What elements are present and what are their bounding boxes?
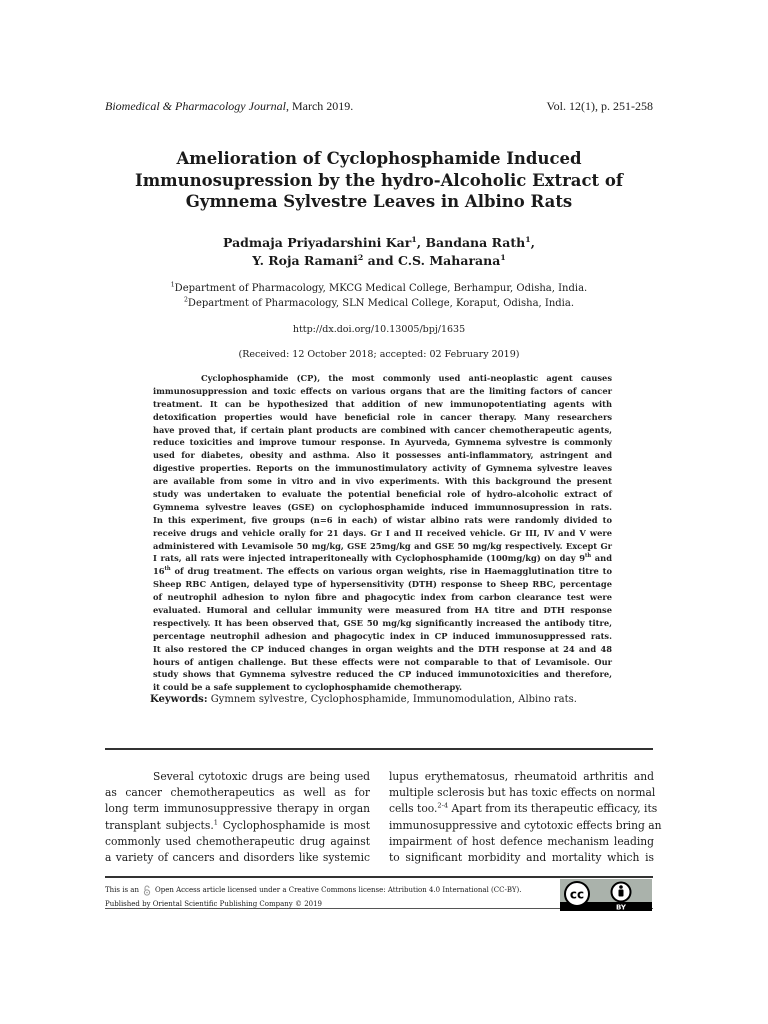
license-footer: [105, 883, 545, 911]
abstract-line: I rats, all rats were injected intraperitoneally with Cyclophosphamide (100mg/kg) on day 9th and: [153, 553, 612, 564]
journal-name: Biomedical & Pharmacology Journal: [105, 99, 286, 113]
body-text-line: to significant morbidity and mortality which is: [389, 850, 654, 864]
body-text-line: immunosuppressive and cytotoxic effects bring an: [389, 818, 662, 832]
license-text: Open Access article licensed under a Creative Commons license: Attribution 4.0 International (CC-BY).: [154, 886, 522, 894]
license-line: [105, 883, 545, 897]
affiliation-text: Department of Pharmacology, SLN Medical College, Koraput, Odisha, India.: [187, 298, 575, 309]
affiliation-marker: 1: [525, 234, 531, 244]
author-name: Y. Roja Ramani: [252, 253, 358, 268]
author-name: Padmaja Priyadarshini Kar: [223, 235, 412, 250]
affiliation-marker: 2: [357, 252, 364, 262]
abstract-line: 16th of drug treatment. The effects on various organ weights, rise in Haemagglutination titre to: [153, 566, 612, 577]
abstract-line: treatment. It can be hypothesized that addition of new immunopotentiating agents with: [153, 398, 612, 409]
body-text-line: Several cytotoxic drugs are being used: [153, 770, 370, 783]
abstract-line: detoxification properties would have beneficial role in cancer therapy. Many researchers: [153, 411, 612, 422]
volume-pages: Vol. 12(1), p. 251-258: [546, 99, 653, 113]
author-line: [105, 252, 653, 270]
separator: ,: [530, 235, 535, 250]
body-column-left: [105, 769, 370, 866]
article-title: [105, 148, 653, 213]
body-column-right: [389, 769, 662, 866]
abstract-line: evaluated. Humoral and cellular immunity were measured from HA titre and DTH response: [153, 605, 612, 616]
author-list: [105, 234, 653, 270]
abstract-line: Gymnema sylvestre leaves (GSE) on cyclophosphamide induced immunnosupression in rats.: [153, 501, 612, 512]
affiliation-marker: 1: [411, 234, 417, 244]
affiliation-text: Department of Pharmacology, MKCG Medical College, Berhampur, Odisha, India.: [174, 283, 588, 294]
by-mark: BY: [615, 903, 627, 911]
abstract-line: Sheep RBC Antigen, delayed type of hypersensitivity (DTH) response to Sheep RBC, percentage: [153, 579, 612, 590]
author-line: [105, 234, 653, 252]
body-text-line: transplant subjects.$^1$ Cyclophosphamide is most: [105, 818, 370, 832]
affiliation-line: [105, 281, 653, 296]
body-text-line: commonly used chemotherapeutic drug against: [105, 834, 370, 848]
cc-by-badge[interactable]: [560, 879, 652, 911]
abstract-line: used for diabetes, obesity and asthma. Also it possesses anti-inflammatory, astringent and: [153, 450, 612, 461]
abstract-line: are available from some in vitro and in vivo experiments. With this background the present: [153, 476, 612, 487]
abstract-line: of neutrophil adhesion to nylon fibre and phagocytic index from carbon clearance test were: [153, 592, 612, 603]
abstract-line: receive drugs and vehicle orally for 21 days. Gr I and II received vehicle. Gr III, IV and V were: [153, 527, 612, 538]
author-name: , Bandana Rath: [416, 235, 526, 250]
abstract-line: have proved that, if certain plant products are combined with cancer chemotherapeutic agents,: [153, 424, 612, 435]
affiliation-marker: 1: [170, 281, 175, 289]
body-text-line: impairment of host defence mechanism leading: [389, 834, 654, 848]
abstract-line: respectively. It has been observed that, GSE 50 mg/kg significantly increased the antibody titre,: [153, 617, 612, 628]
section-divider: [105, 748, 653, 750]
keywords-text: Gymnem sylvestre, Cyclophosphamide, Immunomodulation, Albino rats.: [207, 694, 577, 705]
abstract: [153, 372, 612, 694]
affiliation-line: [105, 296, 653, 311]
body-text-line: as cancer chemotherapeutics as well as for: [105, 786, 370, 800]
abstract-line: In this experiment, five groups (n=6 in each) of wistar albino rats were randomly divided to: [153, 514, 612, 525]
title-line: Amelioration of Cyclophosphamide Induced: [176, 149, 582, 168]
keywords-label: Keywords:: [150, 694, 208, 705]
abstract-line: digestive properties. Reports on the immunostimulatory activity of Gymnema sylvestre leaves: [153, 463, 612, 474]
affiliation-marker: 2: [183, 296, 188, 304]
received-dates: (Received: 12 October 2018; accepted: 02 February 2019): [238, 349, 520, 360]
creative-commons-by-icon: [560, 879, 652, 911]
abstract-line: it could be a safe supplement to cyclophosphamide chemotherapy.: [153, 682, 463, 693]
abstract-line: reduce toxicities and improve tumour response. In Ayurveda, Gymnema sylvestre is commonly: [153, 437, 612, 448]
body-text-line: cells too.$^{2-4}$ Apart from its therapeutic efficacy, its: [389, 801, 658, 816]
title-line: Gymnema Sylvestre Leaves in Albino Rats: [185, 192, 573, 211]
cc-mark: cc: [569, 887, 585, 902]
abstract-line: Cyclophosphamide (CP), the most commonly used anti-neoplastic agent causes: [201, 373, 612, 383]
footer-rule-top: [105, 876, 653, 878]
body-text-line: a variety of cancers and disorders like systemic: [105, 850, 370, 864]
license-text: This is an: [105, 886, 139, 894]
body-text-line: lupus erythematosus, rheumatoid arthritis and: [389, 770, 654, 783]
abstract-line: study shows that Gymnema sylvestre reduced the CP induced immunotoxicities and therefore,: [153, 669, 612, 680]
abstract-line: percentage neutrophil adhesion and phagocytic index in CP induced immunosuppressed rats.: [153, 630, 612, 641]
affiliation-marker: 1: [500, 252, 506, 262]
open-access-icon: [143, 885, 151, 895]
abstract-line: hours of antigen challenge. But these effects were not comparable to that of Levamisole. Our: [153, 656, 612, 667]
publisher-line: Published by Oriental Scientific Publishing Company © 2019: [105, 900, 323, 908]
author-name: and C.S. Maharana: [363, 253, 501, 268]
abstract-line: administered with Levamisole 50 mg/kg, GSE 25mg/kg and GSE 50 mg/kg respectively. Except Gr: [153, 540, 612, 551]
affiliations: [105, 281, 653, 311]
keywords: [150, 694, 620, 705]
body-text-line: multiple sclerosis but has toxic effects on normal: [389, 786, 656, 800]
running-header: [105, 99, 653, 115]
abstract-line: It also restored the CP induced changes in organ weights and the DTH response at 24 and 48: [153, 643, 612, 654]
body-text-line: long term immunosuppressive therapy in organ: [105, 802, 370, 816]
journal-citation: [105, 99, 353, 114]
title-line: Immunosupression by the hydro-Alcoholic Extract of: [134, 170, 624, 190]
abstract-line: immunosuppression and toxic effects on various organs that are the limiting factors of cancer: [153, 385, 612, 396]
abstract-line: study was undertaken to evaluate the potential beneficial role of hydro-alcoholic extract of: [153, 489, 612, 500]
doi-link[interactable]: http://dx.doi.org/10.13005/bpj/1635: [292, 324, 466, 335]
issue-date: , March 2019.: [285, 99, 354, 113]
